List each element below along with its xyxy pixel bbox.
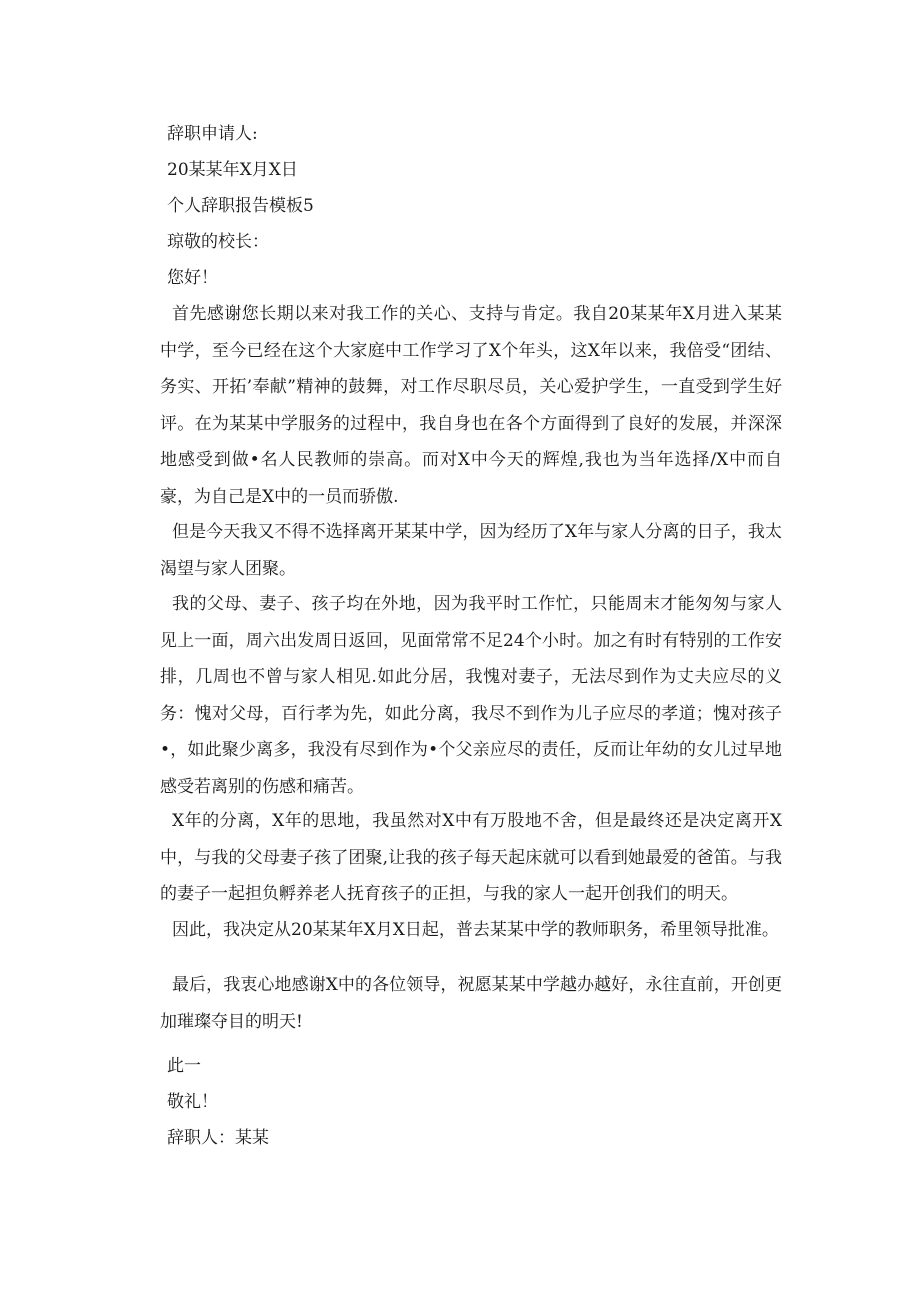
closing-line-2: 敬礼！ (167, 1092, 218, 1112)
salutation: 琼敬的校长： (167, 232, 269, 252)
body-paragraph-1: 首先感谢您长期以来对我工作的关心、支持与肯定。我自20某某年X月进入某某中学，至今已经在这个大家庭中工作学习了X个年头，这X年以来，我倍受“团结、务实、开拓’奉献”精神的鼓舞，对工作尽职尽员，关心爱护学生，一直受到学生好评。在为某某中学服务的过程中，我自身也在各个方面得到了良好的发展，并深深地感受到做•名人民教师的崇高。而对X中今天的辉煌,我也为当年选择/X中而自豪，为自己是X中的一员而骄傲. (160, 304, 782, 507)
body-paragraph-4: X年的分离，X年的思地，我虽然对X中有万股地不舍，但是最终还是决定离开X中，与我的父母妻子孩了团聚,让我的孩子每天起床就可以看到她最爱的爸笛。与我的妻子一起担负孵养老人抚育孩子的正担，与我的家人一起开创我们的明天。 (160, 811, 782, 905)
body-paragraph-6: 最后，我衷心地感谢X中的各位领导，祝愿某某中学越办越好，永往直前，开创更加璀璨夺目的明天! (160, 975, 782, 1032)
body-paragraph-2: 但是今天我又不得不选择离开某某中学，因为经历了X年与家人分离的日子，我太渴望与家人团聚。 (160, 522, 782, 579)
document-title: 个人辞职报告模板5 (167, 196, 314, 216)
body-paragraph-3: 我的父母、妻子、孩子均在外地，因为我平时工作忙，只能周末才能匆匆与家人见上一面，周六出发周日返回，见面常常不足24个小时。加之有时有特别的工作安排，几周也不曾与家人相见.如此分居，我愧对妻子，无法尽到作为丈夫应尽的义务：愧对父母，百行孝为先，如此分离，我尽不到作为儿子应尽的孝道；愧对孩子•，如此聚少离多，我没有尽到作为•个父亲应尽的责任，反而让年幼的女儿过早地感受若离别的伤感和痛苦。 (160, 594, 782, 797)
closing-line-1: 此一 (167, 1056, 201, 1076)
body-paragraph-5: 因此，我决定从20某某年X月X日起，普去某某中学的教师职务，希里领导批准。 (172, 920, 779, 940)
applicant-label: 辞职申请人: (167, 124, 258, 144)
greeting: 您好！ (167, 268, 218, 288)
signature: 辞职人：某某 (167, 1128, 269, 1148)
date-line: 20某某年X月X日 (167, 160, 298, 180)
